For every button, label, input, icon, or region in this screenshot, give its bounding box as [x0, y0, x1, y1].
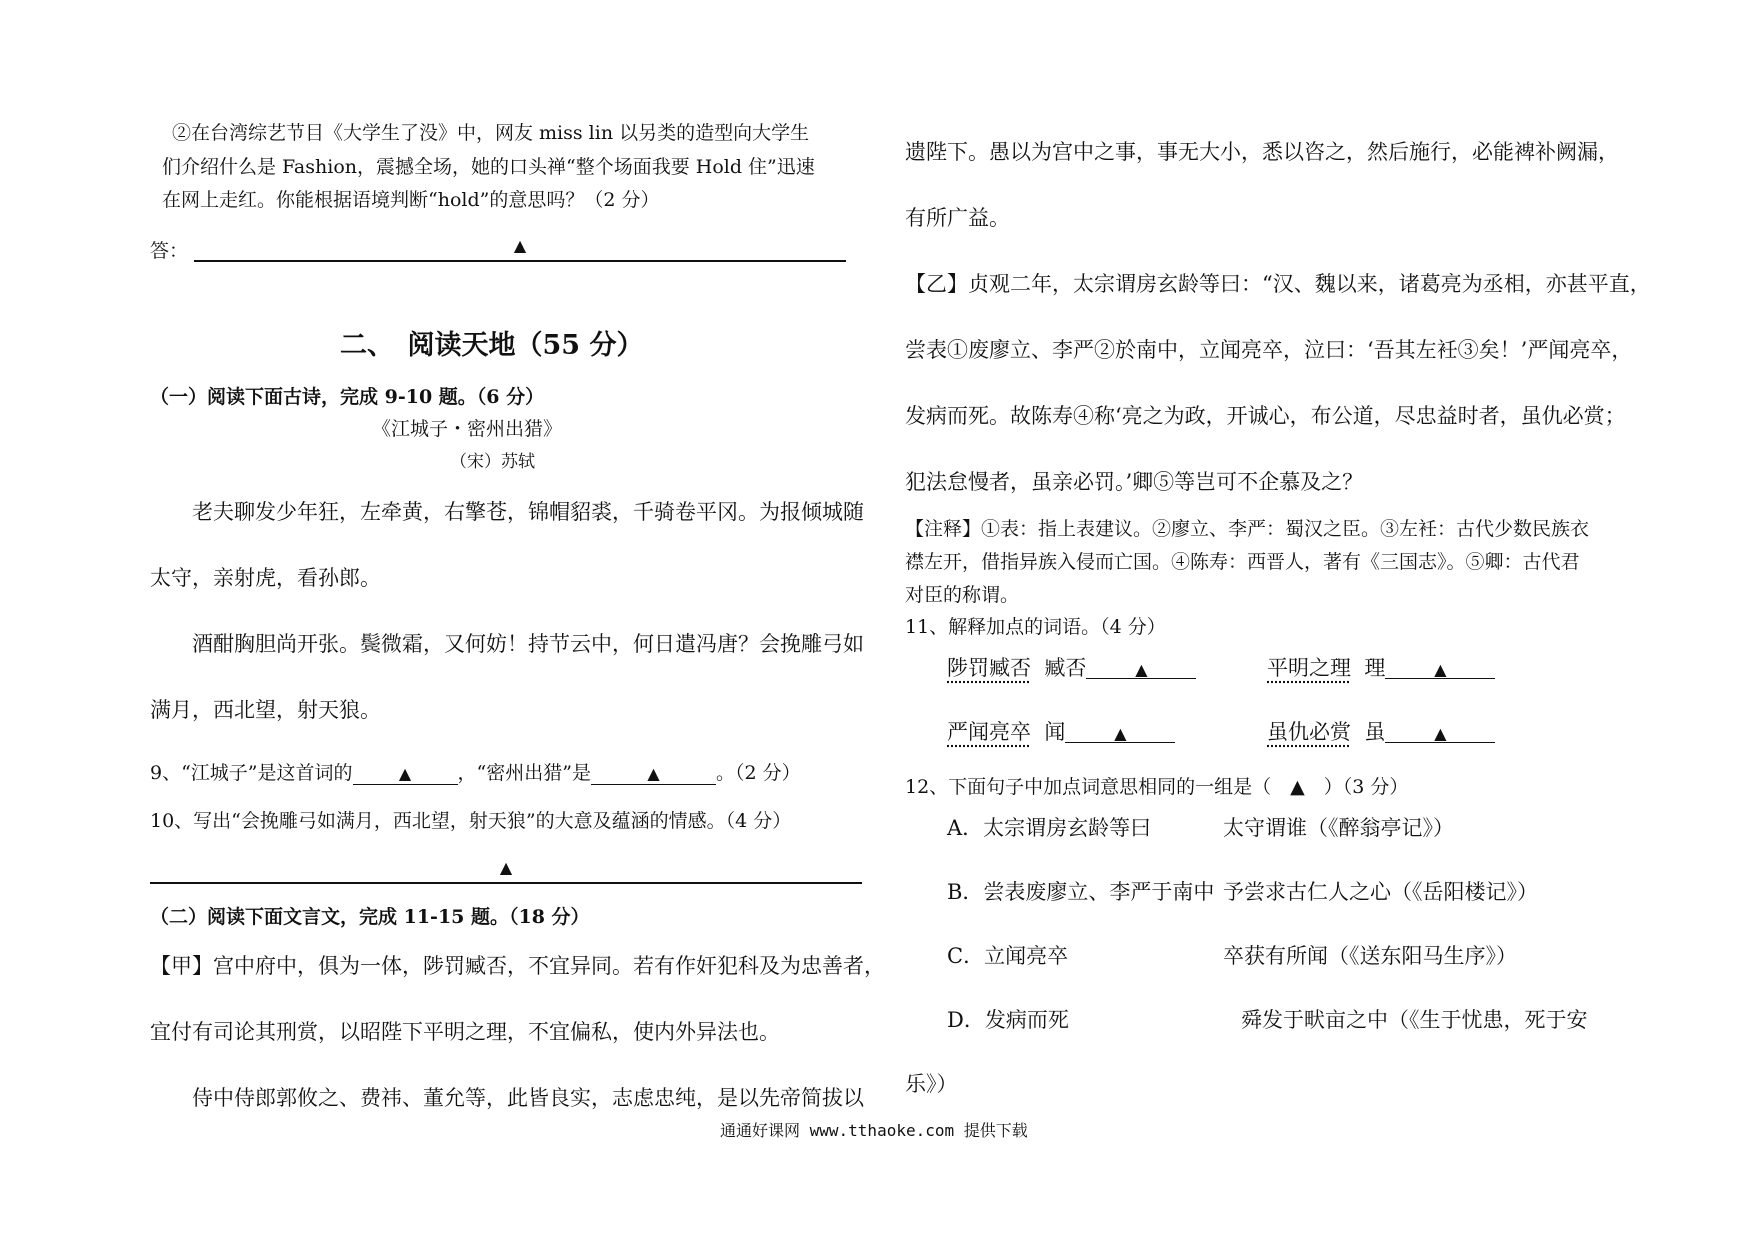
blank-marker-icon: ▲	[1114, 724, 1127, 743]
q9-text-b: ，“密州出猎”是	[457, 762, 591, 784]
yi-line-1: 【乙】贞观二年，太宗谓房玄龄等曰：“汉、魏以来，诸葛亮为丞相，亦甚平直，	[905, 272, 1651, 296]
q11-item-d	[1267, 720, 1495, 745]
q11-a-word: 臧否	[1044, 656, 1087, 680]
answer-blank[interactable]	[194, 236, 846, 262]
q11-c-word: 闻	[1044, 720, 1066, 744]
q10-answer-blank[interactable]	[150, 858, 862, 884]
footer-credit: 通通好课网 www.tthaoke.com 提供下载	[720, 1121, 1028, 1140]
blank-marker-icon: ▲	[647, 764, 660, 783]
note-line-3: 对臣的称谓。	[905, 584, 1020, 606]
question-11: 11、解释加点的词语。（4 分）	[905, 616, 1166, 638]
option-a-left: A．太宗谓房玄龄等曰	[947, 816, 1152, 840]
q11-d-word: 虽	[1364, 720, 1386, 744]
option-b-right: 予尝求古仁人之心（《岳阳楼记》）	[1223, 880, 1538, 904]
option-c-left: C．立闻亮卒	[947, 944, 1069, 968]
poem-line-2: 太守，亲射虎，看孙郎。	[150, 566, 381, 590]
blank-marker-icon: ▲	[398, 764, 412, 783]
question-12: 12、下面句子中加点词意思相同的一组是（ ▲ ）（3 分）	[905, 776, 1409, 798]
q11-a-phrase: 陟罚臧否	[947, 656, 1031, 680]
jia-line-2: 宜付有司论其刑赏，以昭陛下平明之理，不宜偏私，使内外异法也。	[150, 1020, 780, 1044]
note-line-1: 【注释】①表：指上表建议。②廖立、李严：蜀汉之臣。③左衽：古代少数民族衣	[905, 518, 1590, 540]
answer-label: 答：	[150, 240, 189, 262]
question-9	[150, 762, 801, 785]
part1-heading: （一）阅读下面古诗，完成 9-10 题。（6 分）	[150, 386, 545, 408]
option-c-right: 卒获有所闻（《送东阳马生序》）	[1223, 944, 1517, 968]
option-d-left: D．发病而死	[947, 1008, 1069, 1032]
yi-line-3: 发病而死。故陈寿④称‘亮之为政，开诚心，布公道，尽忠益时者，虽仇必赏；	[905, 404, 1626, 428]
q9-blank-1[interactable]	[353, 762, 458, 785]
q11-b-blank[interactable]	[1385, 656, 1495, 679]
poem-line-1: 老夫聊发少年狂，左牵黄，右擎苍，锦帽貂裘，千骑卷平冈。为报倾城随	[192, 500, 864, 524]
poem-line-3: 酒酣胸胆尚开张。鬓微霜，又何妨！持节云中，何日遣冯唐？会挽雕弓如	[192, 632, 864, 656]
q9-text-c: 。（2 分）	[715, 762, 801, 784]
q11-a-blank[interactable]	[1086, 656, 1196, 679]
q11-b-phrase: 平明之理	[1267, 656, 1351, 680]
question-hold-line-3: 在网上走红。你能根据语境判断“hold”的意思吗？（2 分）	[162, 189, 660, 211]
section-title: 二、 阅读天地（55 分）	[340, 330, 644, 361]
jia-line-4: 遗陛下。愚以为宫中之事，事无大小，悉以咨之，然后施行，必能裨补阙漏，	[905, 140, 1619, 164]
yi-line-4: 犯法怠慢者，虽亲必罚。’卿⑤等岂可不企慕及之？	[905, 470, 1364, 494]
blank-marker-icon: ▲	[1434, 660, 1447, 679]
q11-b-word: 理	[1364, 656, 1386, 680]
question-10: 10、写出“会挽雕弓如满月，西北望，射天狼”的大意及蕴涵的情感。（4 分）	[150, 810, 792, 832]
q9-blank-2[interactable]	[591, 762, 716, 785]
q11-item-c	[947, 720, 1175, 745]
blank-marker-icon: ▲	[1434, 724, 1447, 743]
option-d-continued: 乐》）	[905, 1072, 958, 1096]
poem-author: （宋）苏轼	[450, 452, 535, 472]
question-hold-line-1: ②在台湾综艺节目《大学生了没》中，网友 miss lin 以另类的造型向大学生	[172, 122, 810, 144]
poem-line-4: 满月，西北望，射天狼。	[150, 698, 381, 722]
option-a-right: 太守谓谁（《醉翁亭记》）	[1223, 816, 1454, 840]
q11-d-phrase: 虽仇必赏	[1267, 720, 1351, 744]
yi-line-2: 尝表①废廖立、李严②於南中，立闻亮卒，泣曰：‘吾其左衽③矣！’严闻亮卒，	[905, 338, 1633, 362]
option-b-left: B．尝表废廖立、李严于南中	[947, 880, 1215, 904]
blank-marker-icon: ▲	[513, 236, 527, 255]
q11-c-blank[interactable]	[1065, 720, 1175, 743]
blank-marker-icon: ▲	[1135, 660, 1148, 679]
poem-title: 《江城子・密州出猎》	[372, 418, 563, 440]
q11-item-a	[947, 656, 1196, 681]
q11-d-blank[interactable]	[1385, 720, 1495, 743]
q11-item-b	[1267, 656, 1495, 681]
question-hold-line-2: 们介绍什么是 Fashion，震撼全场，她的口头禅“整个场面我要 Hold 住”迅速	[162, 156, 815, 178]
note-line-2: 襟左开，借指异族入侵而亡国。④陈寿：西晋人，著有《三国志》。⑤卿：古代君	[905, 551, 1580, 573]
q11-c-phrase: 严闻亮卒	[947, 720, 1031, 744]
jia-line-1: 【甲】宫中府中，俱为一体，陟罚臧否，不宜异同。若有作奸犯科及为忠善者，	[150, 954, 885, 978]
jia-line-3: 侍中侍郎郭攸之、费祎、董允等，此皆良实，志虑忠纯，是以先帝简拔以	[192, 1086, 864, 1110]
part2-heading: （二）阅读下面文言文，完成 11-15 题。（18 分）	[150, 906, 590, 928]
jia-line-5: 有所广益。	[905, 206, 1010, 230]
option-d-right: 舜发于畎亩之中（《生于忧患，死于安	[1241, 1008, 1588, 1032]
blank-marker-icon: ▲	[499, 858, 513, 877]
q9-text-a: 9、“江城子”是这首词的	[150, 762, 353, 784]
